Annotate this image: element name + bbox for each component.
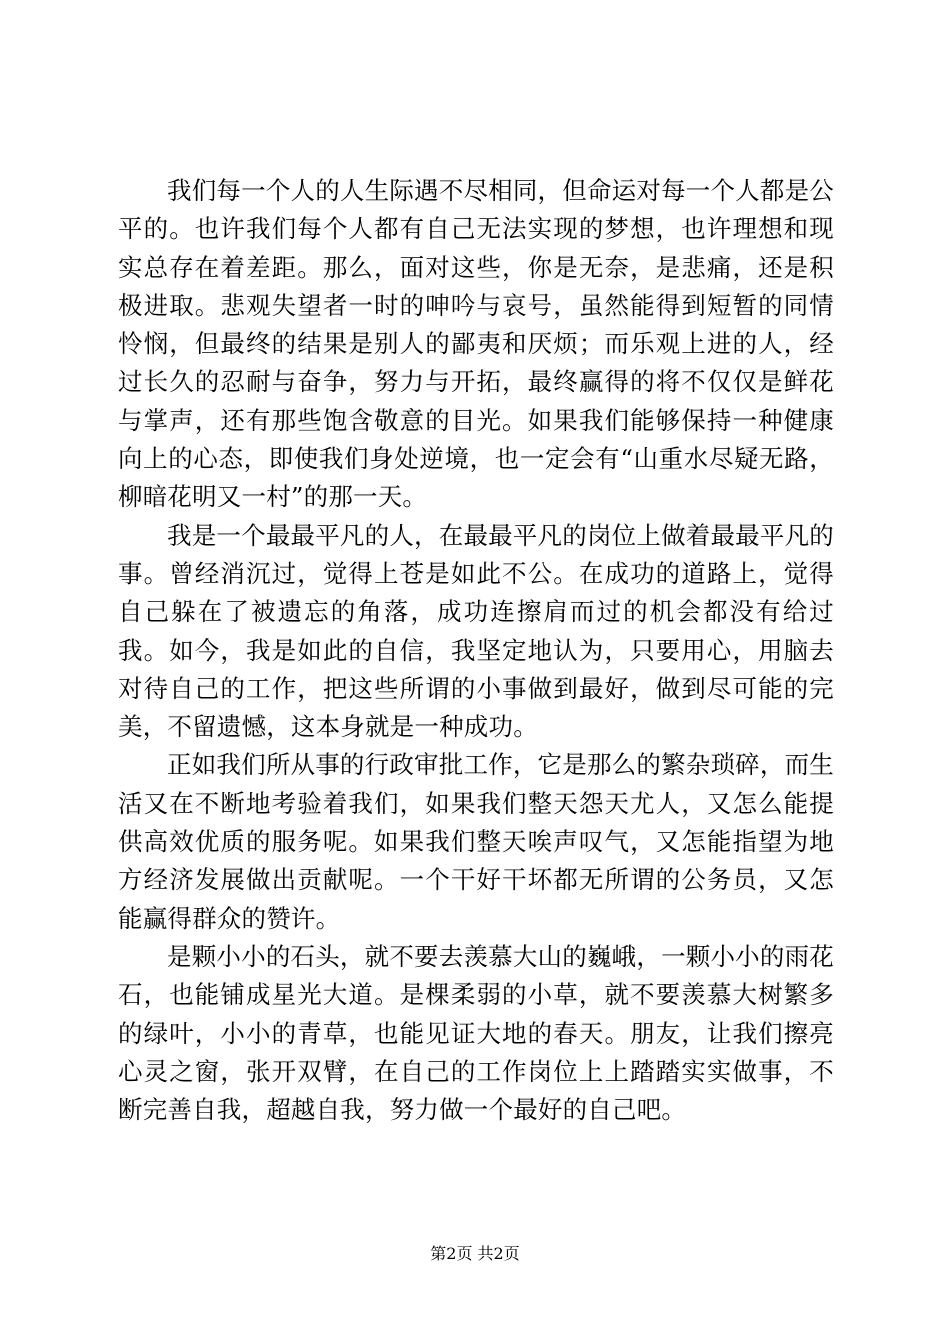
paragraph-3: 正如我们所从事的行政审批工作，它是那么的繁杂琐碎，而生活又在不断地考验着我们，如果我们整天怨天尤人，又怎么能提供高效优质的服务呢。如果我们整天唉声叹气，又怎能指望为地方经济发展做出贡献呢。一个干好干坏都无所谓的公务员，又怎能赢得群众的赞许。 [118,750,834,933]
paragraph-2: 我是一个最最平凡的人，在最最平凡的岗位上做着最最平凡的事。曾经消沉过，觉得上苍是如此不公。在成功的道路上，觉得自己躲在了被遗忘的角落，成功连擦肩而过的机会都没有给过我。如今，我是如此的自信，我坚定地认为，只要用心，用脑去对待自己的工作，把这些所谓的小事做到最好，做到尽可能的完美，不留遗憾，这本身就是一种成功。 [118,520,834,742]
document-body [118,172,834,1129]
paragraph-1: 我们每一个人的人生际遇不尽相同，但命运对每一个人都是公平的。也许我们每个人都有自己无法实现的梦想，也许理想和现实总存在着差距。那么，面对这些，你是无奈，是悲痛，还是积极进取。悲观失望者一时的呻吟与哀号，虽然能得到短暂的同情怜悯，但最终的结果是别人的鄙夷和厌烦；而乐观上进的人，经过长久的忍耐与奋争，努力与开拓，最终赢得的将不仅仅是鲜花与掌声，还有那些饱含敬意的目光。如果我们能够保持一种健康向上的心态，即使我们身处逆境，也一定会有“山重水尽疑无路，柳暗花明又一村”的那一天。 [118,176,834,512]
page-footer: 第2页 共2页 [430,1244,520,1263]
paragraph-4: 是颗小小的石头，就不要去羡慕大山的巍峨，一颗小小的雨花石，也能铺成星光大道。是棵柔弱的小草，就不要羡慕大树繁多的绿叶，小小的青草，也能见证大地的春天。朋友，让我们擦亮心灵之窗，张开双臂，在自己的工作岗位上上踏踏实实做事，不断完善自我，超越自我，努力做一个最好的自己吧。 [118,941,834,1125]
